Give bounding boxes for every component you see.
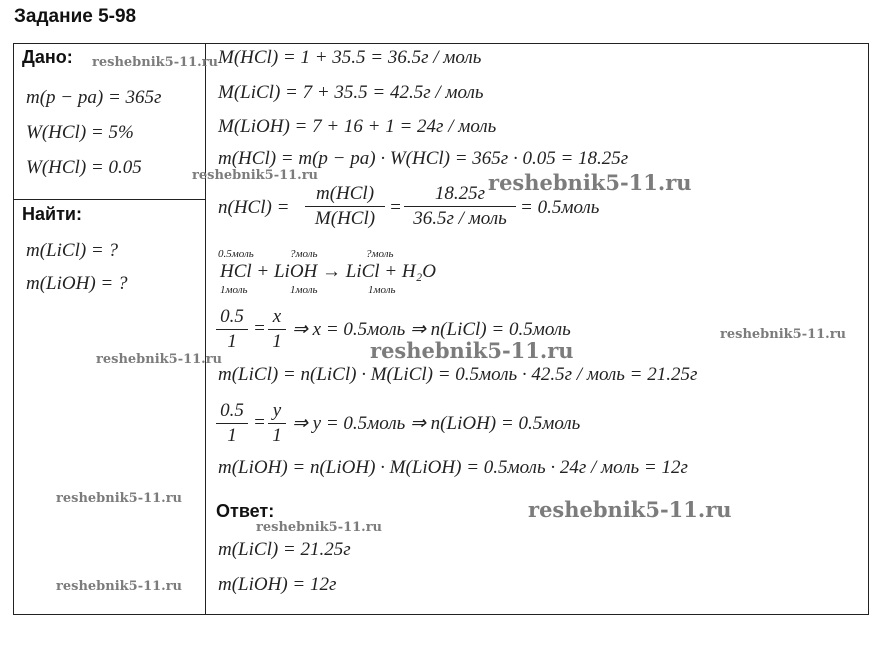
proportion-y-result: ⇒ y = 0.5моль ⇒ n(LiOH) = 0.5моль: [292, 413, 581, 434]
given-fraction-decimal: W(HCl) = 0.05: [26, 157, 142, 178]
answer-mass-licl: m(LiCl) = 21.25г: [218, 539, 351, 560]
answer-label: Ответ:: [216, 501, 275, 521]
proportion-x-right: [268, 306, 286, 353]
n-hcl-formula-fraction: [305, 183, 385, 230]
fraction-numerator: m(HCl): [315, 183, 375, 204]
molar-mass-lioh: M(LiOH) = 7 + 16 + 1 = 24г / моль: [218, 116, 497, 137]
reaction-above-hcl: 0.5моль: [218, 248, 254, 260]
fraction-bar: [268, 423, 286, 424]
fraction-numerator: 18.25г: [434, 183, 486, 204]
reaction-below-licl: 1моль: [368, 284, 396, 296]
proportion-y-right: [268, 400, 286, 447]
watermark: reshebnik5-11.ru: [96, 352, 223, 367]
column-divider: [205, 43, 206, 615]
fraction-numerator: x: [272, 306, 282, 327]
given-fraction-percent: W(HCl) = 5%: [26, 122, 134, 143]
reaction-below-hcl: 1моль: [220, 284, 248, 296]
mass-hcl-calc: m(HCl) = m(p − pa) · W(HCl) = 365г · 0.05 = 18.25г: [218, 148, 629, 169]
answer-mass-lioh: m(LiOH) = 12г: [218, 574, 337, 595]
fraction-denominator: 1: [227, 425, 237, 446]
reaction-below-lioh: 1моль: [290, 284, 318, 296]
n-hcl-equals: =: [389, 197, 402, 218]
fraction-numerator: 0.5: [220, 400, 244, 421]
fraction-denominator: M(HCl): [314, 208, 376, 229]
task-title: Задание 5-98: [14, 6, 137, 27]
reaction-above-lioh: ?моль: [290, 248, 318, 260]
n-hcl-lhs: n(HCl) =: [218, 197, 290, 218]
fraction-numerator: 0.5: [220, 306, 244, 327]
watermark: reshebnik5-11.ru: [56, 579, 183, 594]
fraction-denominator: 36.5г / моль: [413, 208, 507, 229]
watermark: reshebnik5-11.ru: [256, 520, 383, 535]
n-hcl-result: = 0.5моль: [520, 197, 600, 218]
given-find-divider: [13, 199, 206, 200]
fraction-numerator: y: [272, 400, 282, 421]
fraction-denominator: 1: [272, 331, 282, 352]
mass-licl-calc: m(LiCl) = n(LiCl) · M(LiCl) = 0.5моль · 42.5г / моль = 21.25г: [218, 364, 698, 385]
fraction-denominator: 1: [272, 425, 282, 446]
molar-mass-licl: M(LiCl) = 7 + 35.5 = 42.5г / моль: [218, 82, 484, 103]
proportion-y-left: [216, 400, 248, 447]
watermark: reshebnik5-11.ru: [192, 168, 319, 183]
mass-lioh-calc: m(LiOH) = n(LiOH) · M(LiOH) = 0.5моль · 24г / моль = 12г: [218, 457, 688, 478]
reaction-equation: HCl + LiOH → LiCl + H₂O: [220, 261, 436, 282]
given-label: Дано:: [22, 47, 73, 67]
find-label: Найти:: [22, 204, 82, 224]
watermark: reshebnik5-11.ru: [720, 327, 847, 342]
fraction-bar: [216, 329, 248, 330]
find-mass-lioh: m(LiOH) = ?: [26, 273, 128, 294]
find-mass-licl: m(LiCl) = ?: [26, 240, 118, 261]
molar-mass-hcl: M(HCl) = 1 + 35.5 = 36.5г / моль: [218, 47, 482, 68]
reaction-above-licl: ?моль: [366, 248, 394, 260]
fraction-bar: [305, 206, 385, 207]
watermark: reshebnik5-11.ru: [56, 491, 183, 506]
proportion-x-equals: =: [253, 318, 266, 339]
watermark: reshebnik5-11.ru: [92, 55, 219, 70]
fraction-bar: [216, 423, 248, 424]
watermark: reshebnik5-11.ru: [488, 170, 692, 195]
fraction-bar: [268, 329, 286, 330]
given-mass-solution: m(p − pa) = 365г: [26, 87, 162, 108]
fraction-denominator: 1: [227, 331, 237, 352]
proportion-y-equals: =: [253, 412, 266, 433]
watermark: reshebnik5-11.ru: [528, 497, 732, 522]
watermark: reshebnik5-11.ru: [370, 338, 574, 363]
fraction-bar: [404, 206, 516, 207]
proportion-x-left: [216, 306, 248, 353]
proportion-x-result: ⇒ x = 0.5моль ⇒ n(LiCl) = 0.5моль: [292, 319, 571, 340]
